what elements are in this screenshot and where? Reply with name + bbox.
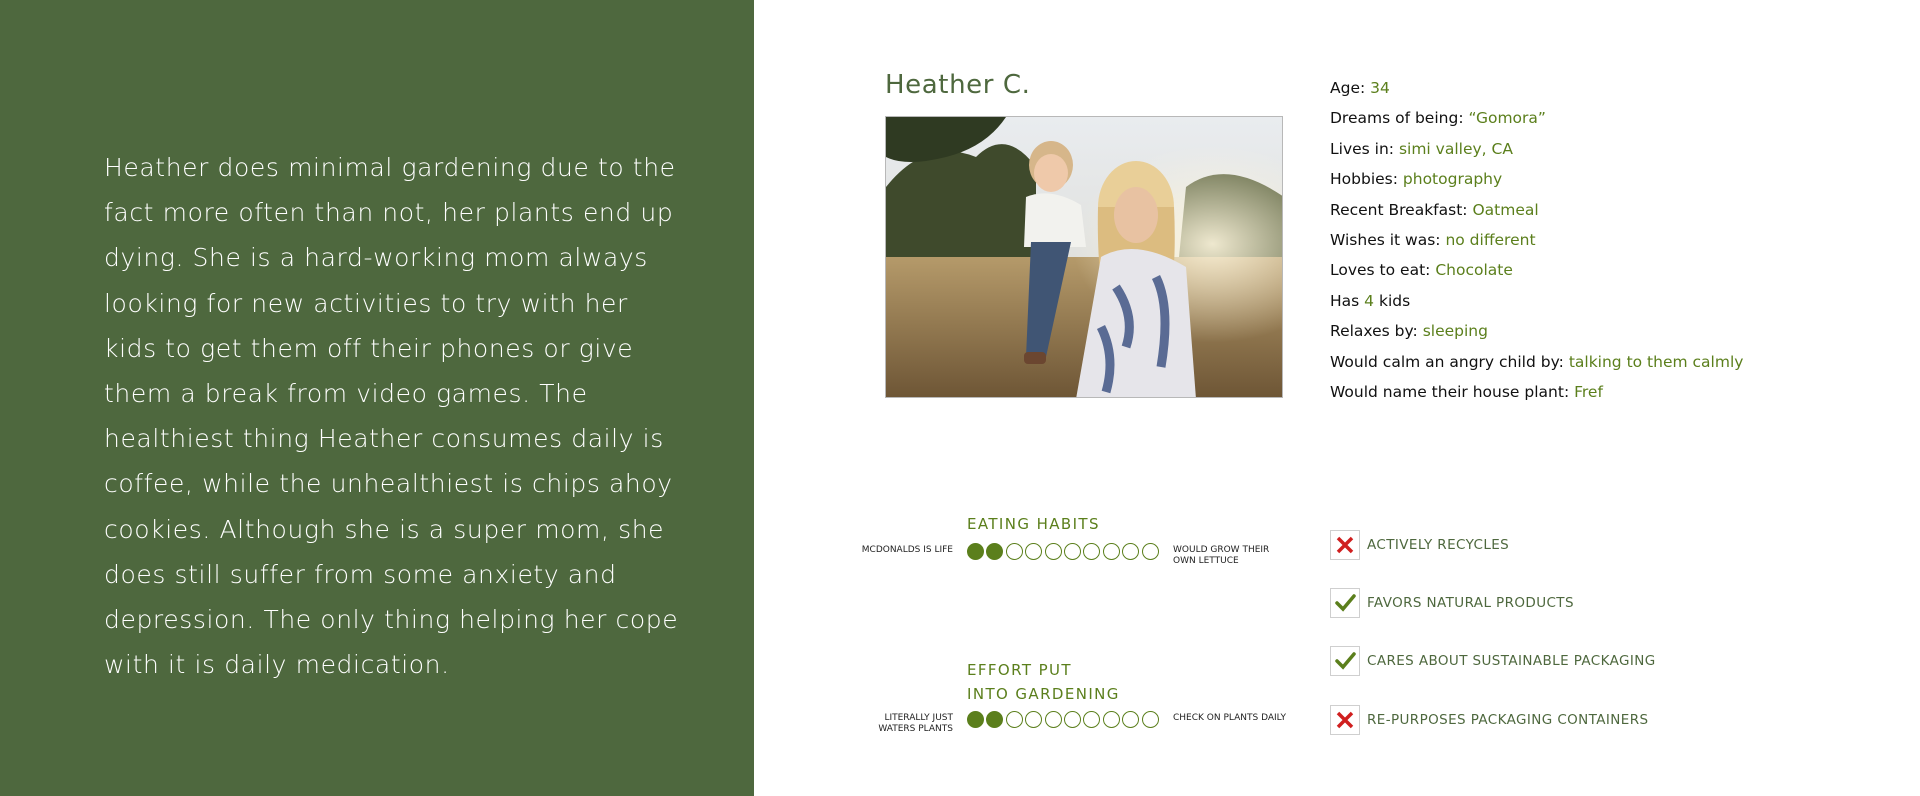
rating-dot-empty [1064, 711, 1081, 728]
fact-age: Age: 34 [1330, 79, 1390, 97]
fact-kids: Has 4 kids [1330, 291, 1411, 310]
fact-plant-name: Would name their house plant: Fref [1330, 382, 1603, 401]
mother-and-child-photo-icon [886, 117, 1283, 398]
checklist-item: RE-PURPOSES PACKAGING CONTAINERS [1330, 705, 1648, 735]
gardening-effort-title [967, 658, 1120, 706]
gardening-effort-right-label: CHECK ON PLANTS DAILY [1173, 713, 1286, 723]
bio-text: Heather does minimal gardening due to the fact more often than not, her plants end up dying. She is a hard-working mom always looking for new activities to try with her kids to get them off their phones or give them a break from video games. The healthiest thing Heather consumes daily is coffee, while the unhealthiest is chips ahoy cookies. Although she is a super mom, she does still suffer from some anxiety and depression. The only thing helping her cope with it is daily medication. [104, 153, 679, 680]
rating-dot-empty [1025, 543, 1042, 560]
rating-dot-empty [1064, 543, 1081, 560]
fact-loves-to-eat: Loves to eat: Chocolate [1330, 261, 1513, 280]
fact-location: Lives in: simi valley, CA [1330, 139, 1513, 158]
fact-calm-child: Would calm an angry child by: talking to them calmly [1330, 352, 1744, 371]
fact-dream: Dreams of being: “Gomora” [1330, 109, 1546, 128]
rating-dot-empty [1025, 711, 1042, 728]
eating-habits-title: EATING HABITS [967, 515, 1100, 533]
gardening-effort-title-line2: INTO GARDENING [967, 685, 1120, 703]
rating-dot-filled [967, 543, 984, 560]
eating-habits-rating [967, 543, 1159, 560]
bio-panel [0, 0, 754, 796]
checkmark-icon [1334, 592, 1356, 614]
checkbox [1330, 530, 1360, 560]
rating-dot-empty [1142, 543, 1159, 560]
rating-dot-empty [1083, 711, 1100, 728]
rating-dot-empty [1103, 711, 1120, 728]
eating-habits-left-label: MCDONALDS IS LIFE [861, 545, 953, 555]
checklist-item: ACTIVELY RECYCLES [1330, 530, 1509, 560]
checklist-item: FAVORS NATURAL PRODUCTS [1330, 588, 1574, 618]
gardening-effort-rating [967, 711, 1159, 728]
rating-dot-empty [1045, 543, 1062, 560]
fact-breakfast: Recent Breakfast: Oatmeal [1330, 200, 1539, 219]
fact-relaxes: Relaxes by: sleeping [1330, 322, 1488, 341]
eating-habits-right-label: WOULD GROW THEIR OWN LETTUCE [1173, 545, 1270, 566]
rating-dot-empty [1122, 543, 1139, 560]
rating-dot-empty [1006, 711, 1023, 728]
cross-icon [1334, 709, 1356, 731]
rating-dot-empty [1142, 711, 1159, 728]
cross-icon [1334, 534, 1356, 556]
checkbox [1330, 705, 1360, 735]
checkbox [1330, 588, 1360, 618]
persona-name: Heather C. [885, 70, 1031, 100]
checkmark-icon [1334, 650, 1356, 672]
gardening-effort-left-label: LITERALLY JUST WATERS PLANTS [878, 713, 953, 734]
rating-dot-empty [1006, 543, 1023, 560]
persona-photo [885, 116, 1283, 398]
rating-dot-empty [1045, 711, 1062, 728]
rating-dot-empty [1122, 711, 1139, 728]
rating-dot-filled [986, 711, 1003, 728]
persona-facts [1330, 78, 1890, 412]
rating-dot-filled [967, 711, 984, 728]
fact-wish: Wishes it was: no different [1330, 230, 1536, 249]
rating-dot-filled [986, 543, 1003, 560]
checkbox [1330, 646, 1360, 676]
checklist-item: CARES ABOUT SUSTAINABLE PACKAGING [1330, 646, 1656, 676]
rating-dot-empty [1103, 543, 1120, 560]
gardening-effort-title-line1: EFFORT PUT [967, 661, 1072, 679]
fact-hobbies: Hobbies: photography [1330, 170, 1503, 189]
rating-dot-empty [1083, 543, 1100, 560]
